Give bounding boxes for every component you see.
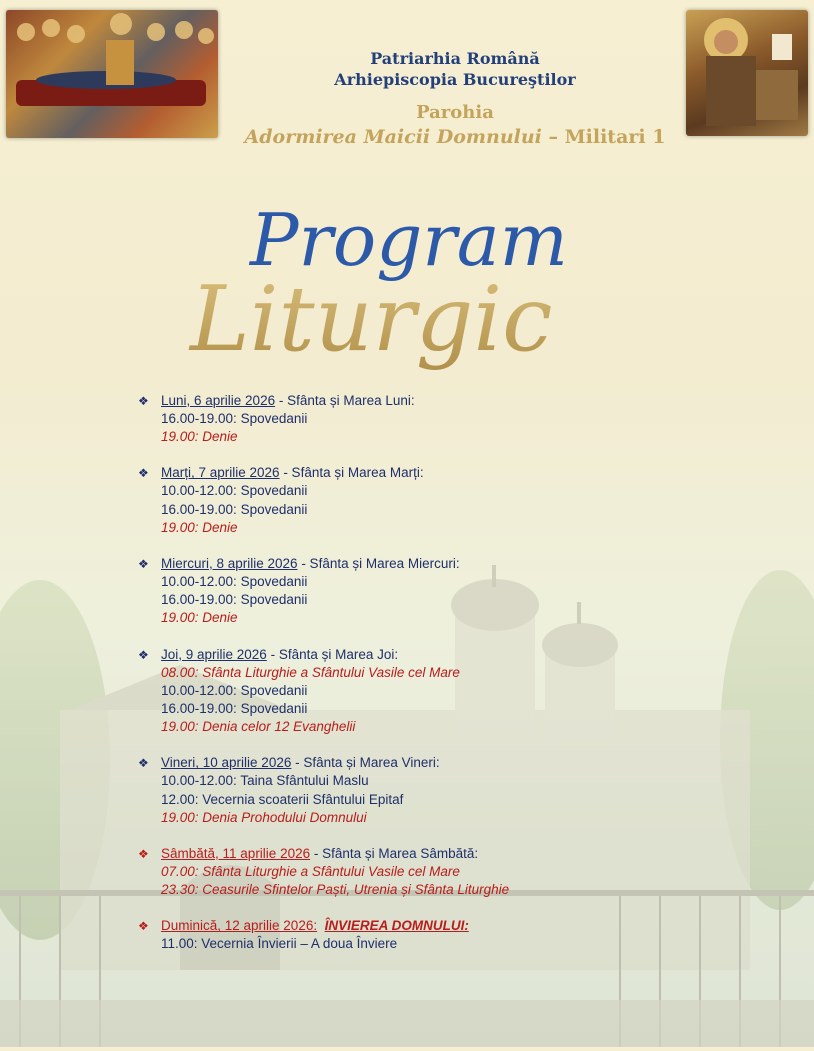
schedule-day xyxy=(138,555,778,628)
day-date: Marți, 7 aprilie 2026 xyxy=(161,465,280,481)
patriarchate-name: Patriarhia Română xyxy=(370,49,540,68)
parish-label: Parohia xyxy=(416,102,494,123)
parish-name-rest: – Militari 1 xyxy=(541,126,666,148)
day-heading xyxy=(138,845,778,863)
diamond-bullet-icon: ❖ xyxy=(138,557,149,572)
day-heading xyxy=(138,754,778,772)
day-date: Sâmbătă, 11 aprilie 2026 xyxy=(161,846,311,862)
diamond-bullet-icon: ❖ xyxy=(138,647,149,662)
program-title xyxy=(170,190,650,390)
liturgical-schedule xyxy=(138,392,778,972)
schedule-item: 11.00: Vecernia Învierii – A doua Înviere xyxy=(161,936,398,952)
schedule-item: 19.00: Denie xyxy=(161,519,238,535)
day-heading xyxy=(138,464,778,482)
evangelist-icon xyxy=(686,10,808,136)
day-date: Joi, 9 aprilie 2026 xyxy=(161,646,267,662)
schedule-item: 19.00: Denie xyxy=(161,429,238,445)
day-description: - Sfânta și Marea Luni: xyxy=(275,393,415,408)
day-heading xyxy=(138,917,778,935)
schedule-item: 07.00: Sfânta Liturghie a Sfântului Vasile cel Mare xyxy=(161,864,460,880)
diamond-bullet-icon: ❖ xyxy=(138,394,149,408)
parish-name-italic: Adormirea Maicii Domnului xyxy=(244,126,542,148)
schedule-day xyxy=(138,754,778,827)
schedule-item: 10.00-12.00: Spovedanii xyxy=(161,574,308,590)
schedule-item: 10.00-12.00: Spovedanii xyxy=(161,483,308,499)
day-description: - Sfânta și Marea Marți: xyxy=(279,465,424,481)
schedule-day xyxy=(138,845,778,899)
day-heading xyxy=(138,392,778,410)
schedule-day xyxy=(138,392,778,446)
schedule-day xyxy=(138,646,778,737)
diamond-bullet-icon: ❖ xyxy=(138,919,149,934)
schedule-item: 12.00: Vecernia scoaterii Sfântului Epitaf xyxy=(161,791,404,807)
parish-header xyxy=(230,48,680,150)
title-word-program: Program xyxy=(250,198,568,282)
day-date: Miercuri, 8 aprilie 2026 xyxy=(161,556,298,572)
dormition-icon-art xyxy=(6,10,218,138)
day-date: Vineri, 10 aprilie 2026 xyxy=(161,755,292,771)
schedule-item: 16.00-19.00: Spovedanii xyxy=(161,701,308,717)
evangelist-icon-art xyxy=(686,10,808,136)
day-heading xyxy=(138,646,778,664)
schedule-item: 16.00-19.00: Spovedanii xyxy=(161,501,308,517)
day-description: - Sfânta și Marea Miercuri: xyxy=(297,556,460,572)
title-word-liturgic: Liturgic xyxy=(190,267,553,372)
diamond-bullet-icon: ❖ xyxy=(138,847,149,862)
day-date: Duminică, 12 aprilie 2026: xyxy=(161,918,318,934)
schedule-item: 19.00: Denia celor 12 Evanghelii xyxy=(161,719,356,735)
day-date: Luni, 6 aprilie 2026 xyxy=(161,393,276,408)
day-highlight: ÎNVIEREA DOMNULUI: xyxy=(324,918,469,934)
schedule-item: 16.00-19.00: Spovedanii xyxy=(161,592,308,608)
day-description: - Sfânta și Marea Vineri: xyxy=(291,755,440,771)
schedule-item: 16.00-19.00: Spovedanii xyxy=(161,411,308,426)
schedule-item: 08.00: Sfânta Liturghie a Sfântului Vasile cel Mare xyxy=(161,664,460,680)
dormition-icon xyxy=(6,10,218,138)
schedule-item: 10.00-12.00: Spovedanii xyxy=(161,682,308,698)
schedule-item: 10.00-12.00: Taina Sfântului Maslu xyxy=(161,773,369,789)
day-description: - Sfânta și Marea Sâmbătă: xyxy=(310,846,479,862)
schedule-day xyxy=(138,917,778,953)
schedule-item: 23.30: Ceasurile Sfintelor Paști, Utrenia și Sfânta Liturghie xyxy=(161,882,510,898)
diamond-bullet-icon: ❖ xyxy=(138,756,149,771)
schedule-day xyxy=(138,464,778,537)
parish-name xyxy=(230,124,680,150)
archdiocese-name: Arhiepiscopia Bucureştilor xyxy=(334,70,576,89)
diamond-bullet-icon: ❖ xyxy=(138,466,149,481)
schedule-item: 19.00: Denie xyxy=(161,610,238,626)
day-description: - Sfânta și Marea Joi: xyxy=(266,646,399,662)
schedule-item: 19.00: Denia Prohodului Domnului xyxy=(161,809,367,825)
day-heading xyxy=(138,555,778,573)
